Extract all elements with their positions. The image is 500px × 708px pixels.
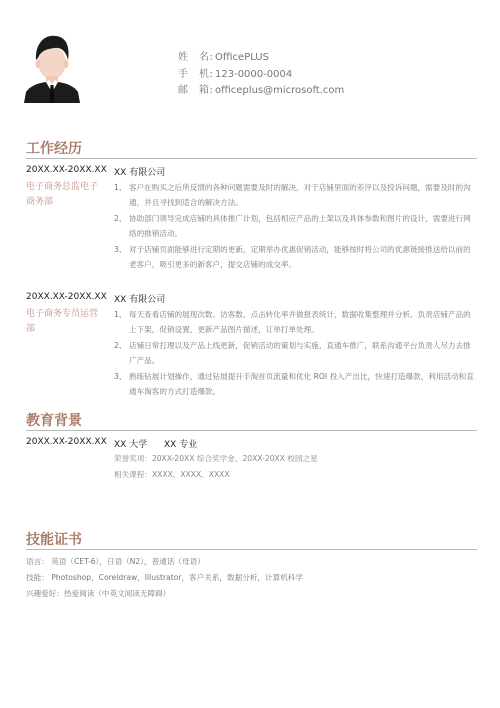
education-courses: 相关课程：XXXX、XXXX、XXXX xyxy=(114,470,230,479)
duty-number: 1、 xyxy=(114,310,127,319)
duty-item xyxy=(114,211,477,242)
duty-text: 对于店铺页面能够进行定期的更新，定期举办优惠促销活动，能够按时将公司的优惠链接推送给以前的老客户，吸引更多的新客户，提交店铺的成交率。 xyxy=(129,244,471,270)
work-2-duties xyxy=(114,307,477,399)
duty-number: 1、 xyxy=(114,183,127,192)
education-awards: 荣誉奖项：20XX-20XX 综合奖学金、20XX-20XX 校园之星 xyxy=(114,454,318,463)
duty-number: 2、 xyxy=(114,213,127,223)
duty-item xyxy=(114,307,477,338)
work-1-company: XX 有限公司 xyxy=(114,168,166,178)
duty-number: 2、 xyxy=(114,340,127,350)
education-major: XX 专业 xyxy=(164,440,198,450)
email-value[interactable]: officeplus@microsoft.com xyxy=(215,85,345,96)
skills-section-title: 技能证书 xyxy=(26,532,82,548)
skills-list xyxy=(26,554,303,602)
duty-text: 店铺日常打理以及产品上线更新，促销活动的策划与实施，直通车推广，联系沟通平台负责人尽力去推广产品。 xyxy=(129,340,471,366)
skills-section-divider xyxy=(26,549,477,550)
duty-text: 每天查看店铺的展现次数、访客数、点击转化率并做报表统计，数据收集整理并分析。负责店铺产品的上下架，促销设置，更新产品图片描述，订单打单处理。 xyxy=(129,310,471,335)
work-2-company: XX 有限公司 xyxy=(114,295,166,305)
skills-tech: 技能： Photoshop，Coreldraw，Illustrator，客户关系，数据分析，计算机科学 xyxy=(26,573,303,582)
duty-number: 3、 xyxy=(114,371,127,381)
work-1-duties xyxy=(114,180,477,272)
phone-label: 手 机: xyxy=(178,68,214,80)
duty-item xyxy=(114,242,477,273)
work-section-title: 工作经历 xyxy=(26,141,82,157)
duty-text: 协助部门领导完成店铺的具体推广计划，包括相应产品的上架以及具体参数和图片的设计，需要进行网络的推销活动。 xyxy=(129,213,471,239)
duty-text: 客户在购买之后所反馈的各种问题需要及时的解决，对于店铺里面的差评以及投诉问题，需要及时的沟通，并且寻找到适合的解决方法。 xyxy=(129,183,471,208)
name-row xyxy=(178,50,344,67)
name-value: OfficePLUS xyxy=(215,52,269,63)
duty-number: 3、 xyxy=(114,244,127,254)
education-date: 20XX.XX-20XX.XX xyxy=(26,437,107,447)
phone-row xyxy=(178,67,344,84)
duty-item xyxy=(114,180,477,211)
email-label: 邮 箱: xyxy=(178,85,214,96)
email-row xyxy=(178,83,344,100)
contact-info xyxy=(178,50,344,100)
name-label: 姓 名: xyxy=(178,52,214,63)
education-section-title: 教育背景 xyxy=(26,413,82,429)
duty-item xyxy=(114,338,477,369)
work-2-role: 电子商务专员运营部 xyxy=(26,309,99,334)
education-school: XX 大学 xyxy=(114,440,148,450)
education-section-divider xyxy=(26,430,477,431)
duty-item xyxy=(114,369,477,400)
skills-language: 语言： 英语（CET-6），日语（N2），普通话（母语） xyxy=(26,557,205,566)
work-1-role: 电子商务总监电子商务部 xyxy=(26,182,99,207)
skills-hobby: 兴趣爱好：热爱阅读（中英文阅读无障碍） xyxy=(26,589,171,598)
duty-text: 熟练钻展计划操作，通过钻展提升手淘首页流量和优化 ROI 投入产出比，快速打造爆款，利用活动和直通车淘客的方式打造爆款。 xyxy=(129,371,474,397)
phone-value: 123-0000-0004 xyxy=(215,68,293,80)
work-1-date: 20XX.XX-20XX.XX xyxy=(26,165,107,175)
profile-avatar xyxy=(24,28,80,103)
work-2-date: 20XX.XX-20XX.XX xyxy=(26,292,107,302)
work-section-divider xyxy=(26,158,477,159)
